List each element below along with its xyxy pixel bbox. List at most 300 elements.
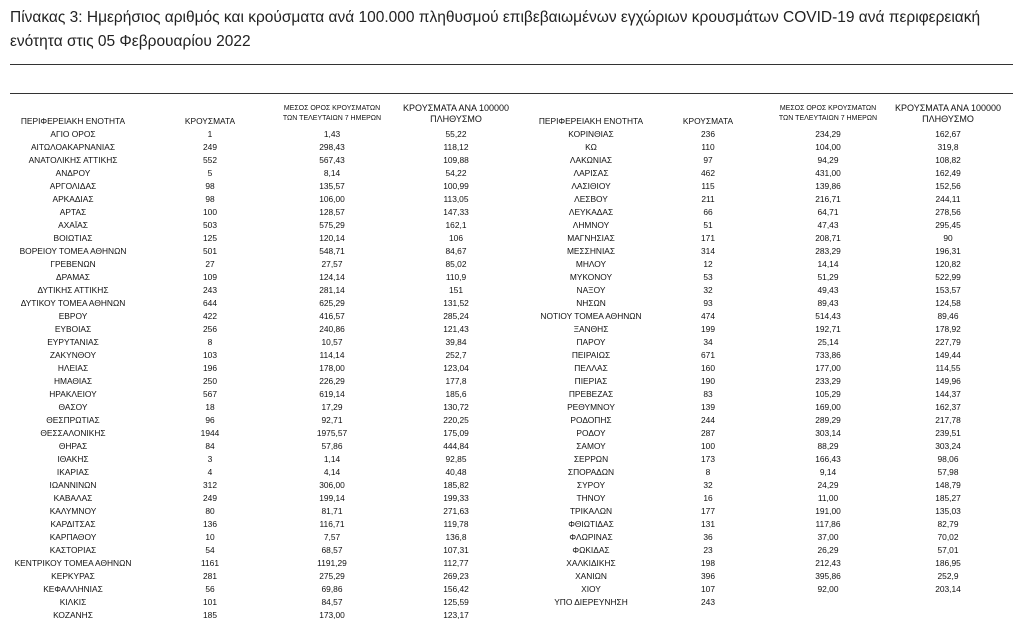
region-cell: ΜΕΣΣΗΝΙΑΣ xyxy=(566,246,616,256)
per100k-cell: 130,72 xyxy=(443,402,469,412)
region-cell: ΜΥΚΟΝΟΥ xyxy=(569,272,613,282)
region-cell: ΑΝΑΤΟΛΙΚΗΣ ΑΤΤΙΚΗΣ xyxy=(28,155,118,165)
per100k-cell: 186,95 xyxy=(935,558,961,568)
per100k-cell: 278,56 xyxy=(935,207,961,217)
avg-cases-cell: 226,29 xyxy=(319,376,345,386)
cases-cell: 12 xyxy=(703,259,713,269)
per100k-cell: 84,67 xyxy=(445,246,467,256)
cases-cell: 396 xyxy=(701,571,715,581)
per100k-cell: 522,99 xyxy=(935,272,961,282)
region-cell: ΥΠΟ ΔΙΕΡΕΥΝΗΣΗ xyxy=(554,597,628,607)
cases-cell: 196 xyxy=(203,363,217,373)
header-per100k-right-line-1: ΚΡΟΥΣΜΑΤΑ ΑΝΑ 100000 xyxy=(895,103,1001,113)
region-cell: ΚΙΛΚΙΣ xyxy=(59,597,87,607)
avg-cases-cell: 234,29 xyxy=(815,129,841,139)
region-cell: ΝΟΤΙΟΥ ΤΟΜΕΑ ΑΘΗΝΩΝ xyxy=(540,311,642,321)
region-cell: ΚΑΒΑΛΑΣ xyxy=(53,493,93,503)
cases-cell: 80 xyxy=(205,506,215,516)
avg-cases-cell: 233,29 xyxy=(815,376,841,386)
per100k-cell: 89,46 xyxy=(937,311,959,321)
cases-cell: 236 xyxy=(701,129,715,139)
table-title-line-1: Πίνακας 3: Ημερήσιος αριθμός και κρούσματα ανά 100.000 πληθυσμού επιβεβαιωμένων εγχώριων κρουσμάτων COVID-19 ανά περιφερειακή xyxy=(10,9,981,26)
avg-cases-cell: 416,57 xyxy=(319,311,345,321)
avg-cases-cell: 575,29 xyxy=(319,220,345,230)
region-cell: ΚΑΡΠΑΘΟΥ xyxy=(49,532,97,542)
avg-cases-cell: 139,86 xyxy=(815,181,841,191)
region-cell: ΕΥΡΥΤΑΝΙΑΣ xyxy=(47,337,99,347)
cases-cell: 249 xyxy=(203,493,217,503)
cases-cell: 552 xyxy=(203,155,217,165)
cases-cell: 256 xyxy=(203,324,217,334)
region-cell: ΚΑΣΤΟΡΙΑΣ xyxy=(49,545,97,555)
cases-cell: 8 xyxy=(705,467,711,477)
left-cases-column xyxy=(166,128,254,622)
per100k-cell: 109,88 xyxy=(443,155,469,165)
region-cell: ΘΑΣΟΥ xyxy=(58,402,88,412)
cases-cell: 160 xyxy=(701,363,715,373)
cases-cell: 97 xyxy=(703,155,713,165)
region-cell: ΛΗΜΝΟΥ xyxy=(572,220,610,230)
cases-cell: 8 xyxy=(207,337,213,347)
per100k-cell: 136,8 xyxy=(445,532,467,542)
per100k-cell: 119,78 xyxy=(443,519,469,529)
cases-cell: 100 xyxy=(203,207,217,217)
avg-cases-cell: 298,43 xyxy=(319,142,345,152)
per100k-cell: 100,99 xyxy=(443,181,469,191)
header-avg-left-line-2: ΤΩΝ ΤΕΛΕΥΤΑΙΩΝ 7 ΗΜΕΡΩΝ xyxy=(282,115,382,122)
cases-cell: 53 xyxy=(703,272,713,282)
per100k-cell: 112,77 xyxy=(443,558,469,568)
per100k-cell: 144,37 xyxy=(935,389,961,399)
cases-cell: 98 xyxy=(205,194,215,204)
cases-cell: 199 xyxy=(701,324,715,334)
avg-cases-cell: 69,86 xyxy=(321,584,343,594)
cases-cell: 243 xyxy=(203,285,217,295)
per100k-cell: 175,09 xyxy=(443,428,469,438)
right-cases-column xyxy=(662,128,754,609)
right-avg-column xyxy=(766,128,890,609)
avg-cases-cell: 208,71 xyxy=(815,233,841,243)
per100k-cell: 185,6 xyxy=(445,389,467,399)
avg-cases-cell: 37,00 xyxy=(817,532,839,542)
per100k-cell: 269,23 xyxy=(443,571,469,581)
cases-cell: 243 xyxy=(701,597,715,607)
avg-cases-cell: 192,71 xyxy=(815,324,841,334)
per100k-cell: 113,05 xyxy=(443,194,469,204)
cases-cell: 84 xyxy=(205,441,215,451)
avg-cases-cell: 8,14 xyxy=(323,168,341,178)
per100k-cell: 178,92 xyxy=(935,324,961,334)
per100k-cell: 185,82 xyxy=(443,480,469,490)
per100k-cell: 90 xyxy=(943,233,953,243)
avg-cases-cell: 47,43 xyxy=(817,220,839,230)
avg-cases-cell: 7,57 xyxy=(323,532,341,542)
region-cell: ΡΟΔΟΥ xyxy=(576,428,606,438)
region-cell: ΚΟΖΑΝΗΣ xyxy=(53,610,93,620)
region-cell: ΞΑΝΘΗΣ xyxy=(573,324,609,334)
avg-cases-cell: 216,71 xyxy=(815,194,841,204)
per100k-cell: 57,01 xyxy=(937,545,959,555)
cases-cell: 100 xyxy=(701,441,715,451)
cases-cell: 16 xyxy=(703,493,713,503)
region-cell: ΠΙΕΡΙΑΣ xyxy=(574,376,608,386)
region-cell: ΑΡΚΑΔΙΑΣ xyxy=(52,194,94,204)
region-cell: ΜΑΓΝΗΣΙΑΣ xyxy=(567,233,615,243)
avg-cases-cell: 27,57 xyxy=(321,259,343,269)
avg-cases-cell: 283,29 xyxy=(815,246,841,256)
per100k-cell: 285,24 xyxy=(443,311,469,321)
avg-cases-cell: 275,29 xyxy=(319,571,345,581)
per100k-cell: 82,79 xyxy=(937,519,959,529)
per100k-cell: 239,51 xyxy=(935,428,961,438)
region-cell: ΚΑΡΔΙΤΣΑΣ xyxy=(50,519,96,529)
region-cell: ΦΛΩΡΙΝΑΣ xyxy=(569,532,613,542)
right-per100k-column xyxy=(884,128,1012,609)
avg-cases-cell: 431,00 xyxy=(815,168,841,178)
avg-cases-cell: 166,43 xyxy=(815,454,841,464)
region-cell: ΝΗΣΩΝ xyxy=(576,298,606,308)
header-avg-right-line-2: ΤΩΝ ΤΕΛΕΥΤΑΙΩΝ 7 ΗΜΕΡΩΝ xyxy=(778,115,878,122)
avg-cases-cell: 116,71 xyxy=(319,519,345,529)
per100k-cell: 98,06 xyxy=(937,454,959,464)
avg-cases-cell: 135,57 xyxy=(319,181,345,191)
left-avg-column xyxy=(270,128,394,622)
per100k-cell: 199,33 xyxy=(443,493,469,503)
avg-cases-cell: 1,14 xyxy=(323,454,341,464)
per100k-cell: 252,9 xyxy=(937,571,959,581)
region-cell: ΘΕΣΣΑΛΟΝΙΚΗΣ xyxy=(40,428,106,438)
per100k-cell: 162,67 xyxy=(935,129,961,139)
per100k-cell: 217,78 xyxy=(935,415,961,425)
cases-cell: 287 xyxy=(701,428,715,438)
region-cell: ΘΗΡΑΣ xyxy=(58,441,88,451)
region-cell: ΔΥΤΙΚΟΥ ΤΟΜΕΑ ΑΘΗΝΩΝ xyxy=(20,298,126,308)
per100k-cell: 162,37 xyxy=(935,402,961,412)
per100k-cell: 151 xyxy=(449,285,463,295)
avg-cases-cell: 303,14 xyxy=(815,428,841,438)
avg-cases-cell: 106,00 xyxy=(319,194,345,204)
cases-cell: 115 xyxy=(701,181,715,191)
region-cell: ΛΕΥΚΑΔΑΣ xyxy=(568,207,614,217)
avg-cases-cell: 240,86 xyxy=(319,324,345,334)
cases-cell: 474 xyxy=(701,311,715,321)
cases-cell: 185 xyxy=(203,610,217,620)
cases-cell: 109 xyxy=(203,272,217,282)
avg-cases-cell: 26,29 xyxy=(817,545,839,555)
region-cell: ΧΑΝΙΩΝ xyxy=(575,571,607,581)
avg-cases-cell: 114,14 xyxy=(319,350,345,360)
cases-cell: 10 xyxy=(205,532,215,542)
header-per100k-left-line-2: ΠΛΗΘΥΣΜΟ xyxy=(430,114,482,124)
avg-cases-cell: 191,00 xyxy=(815,506,841,516)
per100k-cell: 107,31 xyxy=(443,545,469,555)
per100k-cell: 444,84 xyxy=(443,441,469,451)
cases-cell: 96 xyxy=(205,415,215,425)
cases-cell: 4 xyxy=(207,467,213,477)
avg-cases-cell: 49,43 xyxy=(817,285,839,295)
header-top-rule xyxy=(10,93,1013,94)
region-cell: ΙΘΑΚΗΣ xyxy=(57,454,89,464)
region-cell: ΚΕΦΑΛΛΗΝΙΑΣ xyxy=(43,584,103,594)
per100k-cell: 152,56 xyxy=(935,181,961,191)
avg-cases-cell: 105,29 xyxy=(815,389,841,399)
region-cell: ΚΑΛΥΜΝΟΥ xyxy=(49,506,97,516)
header-cases-right: ΚΡΟΥΣΜΑΤΑ xyxy=(682,116,734,126)
per100k-cell: 124,58 xyxy=(935,298,961,308)
per100k-cell: 252,7 xyxy=(445,350,467,360)
region-cell: ΝΑΞΟΥ xyxy=(576,285,606,295)
cases-cell: 244 xyxy=(701,415,715,425)
region-cell: ΚΕΡΚΥΡΑΣ xyxy=(51,571,95,581)
cases-cell: 107 xyxy=(701,584,715,594)
cases-cell: 173 xyxy=(701,454,715,464)
region-cell: ΑΡΓΟΛΙΔΑΣ xyxy=(49,181,97,191)
per100k-cell: 319,8 xyxy=(937,142,959,152)
avg-cases-cell: 169,00 xyxy=(815,402,841,412)
region-cell: ΒΟΙΩΤΙΑΣ xyxy=(53,233,93,243)
avg-cases-cell: 57,86 xyxy=(321,441,343,451)
region-cell: ΑΝΔΡΟΥ xyxy=(55,168,91,178)
region-cell: ΠΑΡΟΥ xyxy=(576,337,606,347)
per100k-cell: 110,9 xyxy=(445,272,467,282)
cases-cell: 644 xyxy=(203,298,217,308)
per100k-cell: 295,45 xyxy=(935,220,961,230)
region-cell: ΗΜΑΘΙΑΣ xyxy=(53,376,93,386)
region-cell: ΗΛΕΙΑΣ xyxy=(57,363,89,373)
per100k-cell: 162,1 xyxy=(445,220,467,230)
cases-cell: 110 xyxy=(701,142,715,152)
per100k-cell: 149,44 xyxy=(935,350,961,360)
cases-cell: 249 xyxy=(203,142,217,152)
cases-cell: 198 xyxy=(701,558,715,568)
header-avg-left-line-1: ΜΕΣΟΣ ΟΡΟΣ ΚΡΟΥΣΜΑΤΩΝ xyxy=(283,105,381,112)
region-cell: ΦΘΙΩΤΙΔΑΣ xyxy=(568,519,614,529)
header-per100k-right-line-2: ΠΛΗΘΥΣΜΟ xyxy=(922,114,974,124)
cases-cell: 5 xyxy=(207,168,213,178)
per100k-cell: 147,33 xyxy=(443,207,469,217)
avg-cases-cell: 88,29 xyxy=(817,441,839,451)
region-cell: ΣΑΜΟΥ xyxy=(576,441,606,451)
table-title xyxy=(10,6,1016,54)
avg-cases-cell: 51,29 xyxy=(817,272,839,282)
avg-cases-cell xyxy=(766,596,890,609)
avg-cases-cell: 514,43 xyxy=(815,311,841,321)
avg-cases-cell: 14,14 xyxy=(817,259,839,269)
per100k-cell: 118,12 xyxy=(443,142,469,152)
region-cell: ΤΗΝΟΥ xyxy=(576,493,606,503)
avg-cases-cell: 395,86 xyxy=(815,571,841,581)
region-cell: ΜΗΛΟΥ xyxy=(575,259,607,269)
avg-cases-cell: 24,29 xyxy=(817,480,839,490)
region-cell: ΔΥΤΙΚΗΣ ΑΤΤΙΚΗΣ xyxy=(37,285,109,295)
cases-cell: 422 xyxy=(203,311,217,321)
cases-cell: 34 xyxy=(703,337,713,347)
region-cell: ΛΑΣΙΘΙΟΥ xyxy=(571,181,611,191)
per100k-cell: 203,14 xyxy=(935,584,961,594)
avg-cases-cell: 17,29 xyxy=(321,402,343,412)
left-region-column xyxy=(4,128,142,622)
avg-cases-cell: 1975,57 xyxy=(316,428,348,438)
avg-cases-cell: 94,29 xyxy=(817,155,839,165)
right-region-column xyxy=(522,128,660,609)
region-cell: ΗΡΑΚΛΕΙΟΥ xyxy=(49,389,97,399)
avg-cases-cell: 625,29 xyxy=(319,298,345,308)
cases-cell: 103 xyxy=(203,350,217,360)
cases-cell: 18 xyxy=(205,402,215,412)
per100k-cell: 106 xyxy=(449,233,463,243)
per100k-cell: 162,49 xyxy=(935,168,961,178)
per100k-cell: 156,42 xyxy=(443,584,469,594)
region-cell: ΒΟΡΕΙΟΥ ΤΟΜΕΑ ΑΘΗΝΩΝ xyxy=(19,246,127,256)
per100k-cell xyxy=(884,596,1012,609)
region-cell: ΔΡΑΜΑΣ xyxy=(56,272,90,282)
region-cell: ΑΓΙΟ ΟΡΟΣ xyxy=(50,129,96,139)
avg-cases-cell: 4,14 xyxy=(323,467,341,477)
avg-cases-cell: 199,14 xyxy=(319,493,345,503)
region-cell: ΘΕΣΠΡΩΤΙΑΣ xyxy=(46,415,100,425)
cases-cell: 101 xyxy=(203,597,217,607)
avg-cases-cell: 104,00 xyxy=(815,142,841,152)
cases-cell: 139 xyxy=(701,402,715,412)
avg-cases-cell: 173,00 xyxy=(319,610,345,620)
region-cell: ΠΕΙΡΑΙΩΣ xyxy=(571,350,611,360)
region-cell: ΣΕΡΡΩΝ xyxy=(573,454,609,464)
cases-cell: 36 xyxy=(703,532,713,542)
region-cell: ΕΥΒΟΙΑΣ xyxy=(54,324,92,334)
region-cell: ΧΑΛΚΙΔΙΚΗΣ xyxy=(566,558,616,568)
avg-cases-cell: 92,71 xyxy=(321,415,343,425)
per100k-cell: 125,59 xyxy=(443,597,469,607)
cases-cell: 671 xyxy=(701,350,715,360)
per100k-cell: 271,63 xyxy=(443,506,469,516)
avg-cases-cell: 84,57 xyxy=(321,597,343,607)
region-cell: ΠΕΛΛΑΣ xyxy=(574,363,608,373)
avg-cases-cell: 11,00 xyxy=(817,493,839,503)
cases-cell: 211 xyxy=(701,194,715,204)
cases-cell: 83 xyxy=(703,389,713,399)
per100k-cell: 131,52 xyxy=(443,298,469,308)
avg-cases-cell: 212,43 xyxy=(815,558,841,568)
cases-cell: 23 xyxy=(703,545,713,555)
region-cell: ΚΕΝΤΡΙΚΟΥ ΤΟΜΕΑ ΑΘΗΝΩΝ xyxy=(14,558,132,568)
region-cell: ΣΠΟΡΑΔΩΝ xyxy=(567,467,615,477)
region-cell: ΑΡΤΑΣ xyxy=(59,207,87,217)
cases-cell: 314 xyxy=(701,246,715,256)
avg-cases-cell: 548,71 xyxy=(319,246,345,256)
avg-cases-cell: 1191,29 xyxy=(317,558,347,568)
cases-cell: 503 xyxy=(203,220,217,230)
cases-cell: 54 xyxy=(205,545,215,555)
per100k-cell: 108,82 xyxy=(935,155,961,165)
cases-cell: 3 xyxy=(207,454,213,464)
region-cell: ΓΡΕΒΕΝΩΝ xyxy=(50,259,96,269)
avg-cases-cell: 128,57 xyxy=(319,207,345,217)
avg-cases-cell: 64,71 xyxy=(817,207,839,217)
region-cell: ΧΙΟΥ xyxy=(581,584,601,594)
per100k-cell: 177,8 xyxy=(445,376,467,386)
cases-cell: 501 xyxy=(203,246,217,256)
avg-cases-cell: 733,86 xyxy=(815,350,841,360)
per100k-cell: 185,27 xyxy=(935,493,961,503)
region-cell: ΣΥΡΟΥ xyxy=(576,480,606,490)
region-cell: ΛΑΡΙΣΑΣ xyxy=(573,168,609,178)
cases-cell: 93 xyxy=(703,298,713,308)
cases-cell: 32 xyxy=(703,480,713,490)
per100k-cell: 123,04 xyxy=(443,363,469,373)
per100k-cell: 123,17 xyxy=(443,610,469,620)
per100k-cell: 303,24 xyxy=(935,441,961,451)
avg-cases-cell: 92,00 xyxy=(817,584,839,594)
region-cell: ΚΩ xyxy=(585,142,597,152)
region-cell: ΑΙΤΩΛΟΑΚΑΡΝΑΝΙΑΣ xyxy=(30,142,116,152)
per100k-cell: 57,98 xyxy=(937,467,959,477)
avg-cases-cell: 25,14 xyxy=(817,337,839,347)
avg-cases-cell: 120,14 xyxy=(319,233,345,243)
avg-cases-cell: 81,71 xyxy=(321,506,343,516)
region-cell: ΠΡΕΒΕΖΑΣ xyxy=(568,389,614,399)
cases-cell: 250 xyxy=(203,376,217,386)
cases-cell: 281 xyxy=(203,571,217,581)
cases-cell: 1944 xyxy=(200,428,220,438)
per100k-cell: 121,43 xyxy=(443,324,469,334)
region-cell: ΛΑΚΩΝΙΑΣ xyxy=(569,155,613,165)
cases-cell: 125 xyxy=(203,233,217,243)
avg-cases-cell: 124,14 xyxy=(319,272,345,282)
region-cell: ΡΟΔΟΠΗΣ xyxy=(570,415,612,425)
region-cell: ΚΟΡΙΝΘΙΑΣ xyxy=(568,129,614,139)
per100k-cell: 227,79 xyxy=(935,337,961,347)
region-cell: ΤΡΙΚΑΛΩΝ xyxy=(569,506,613,516)
avg-cases-cell: 177,00 xyxy=(815,363,841,373)
avg-cases-cell: 68,57 xyxy=(321,545,343,555)
cases-cell: 136 xyxy=(203,519,217,529)
avg-cases-cell: 89,43 xyxy=(817,298,839,308)
avg-cases-cell: 1,43 xyxy=(323,129,341,139)
avg-cases-cell: 619,14 xyxy=(319,389,345,399)
per100k-cell: 148,79 xyxy=(935,480,961,490)
region-cell: ΕΒΡΟΥ xyxy=(58,311,88,321)
per100k-cell: 135,03 xyxy=(935,506,961,516)
cases-cell: 98 xyxy=(205,181,215,191)
header-cases-left: ΚΡΟΥΣΜΑΤΑ xyxy=(184,116,236,126)
cases-cell: 32 xyxy=(703,285,713,295)
per100k-cell: 55,22 xyxy=(445,129,467,139)
per100k-cell: 39,84 xyxy=(445,337,467,347)
header-region-right: ΠΕΡΙΦΕΡΕΙΑΚΗ ΕΝΟΤΗΤΑ xyxy=(538,116,644,126)
per100k-cell: 244,11 xyxy=(935,194,961,204)
top-rule xyxy=(10,64,1013,65)
region-cell: ΦΩΚΙΔΑΣ xyxy=(572,545,610,555)
region-cell: ΖΑΚΥΝΘΟΥ xyxy=(49,350,97,360)
header-per100k-left-line-1: ΚΡΟΥΣΜΑΤΑ ΑΝΑ 100000 xyxy=(403,103,509,113)
per100k-cell: 40,48 xyxy=(445,467,467,477)
left-per100k-column xyxy=(394,128,518,622)
cases-cell: 177 xyxy=(701,506,715,516)
region-cell: ΛΕΣΒΟΥ xyxy=(574,194,608,204)
cases-cell: 567 xyxy=(203,389,217,399)
region-cell: ΑΧΑΪΑΣ xyxy=(58,220,88,230)
region-cell: ΡΕΘΥΜΝΟΥ xyxy=(567,402,615,412)
per100k-cell: 220,25 xyxy=(443,415,469,425)
per100k-cell: 85,02 xyxy=(445,259,467,269)
cases-cell: 1 xyxy=(207,129,213,139)
cases-cell: 27 xyxy=(205,259,215,269)
avg-cases-cell: 281,14 xyxy=(319,285,345,295)
avg-cases-cell: 10,57 xyxy=(321,337,343,347)
per100k-cell: 70,02 xyxy=(937,532,959,542)
per100k-cell: 196,31 xyxy=(935,246,961,256)
cases-cell: 56 xyxy=(205,584,215,594)
